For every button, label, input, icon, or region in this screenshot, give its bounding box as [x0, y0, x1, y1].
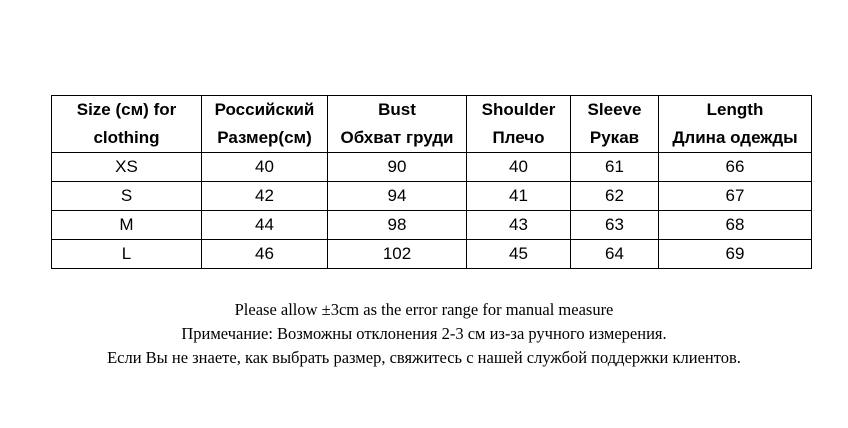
cell-size: XS	[52, 153, 202, 182]
cell-sleeve: 64	[571, 240, 659, 269]
header-sleeve-line2: Рукав	[589, 128, 640, 147]
cell-length: 69	[659, 240, 812, 269]
header-sleeve-line1: Sleeve	[587, 100, 642, 119]
measurement-notes	[0, 298, 848, 370]
cell-russian-size: 44	[202, 211, 328, 240]
cell-sleeve: 62	[571, 182, 659, 211]
cell-size: M	[52, 211, 202, 240]
header-shoulder-line2: Плечо	[492, 128, 545, 147]
cell-bust: 94	[328, 182, 467, 211]
cell-length: 66	[659, 153, 812, 182]
cell-length: 67	[659, 182, 812, 211]
header-length-line2: Длина одежды	[672, 128, 798, 147]
header-russian-size	[202, 96, 328, 153]
cell-size: L	[52, 240, 202, 269]
cell-shoulder: 41	[467, 182, 571, 211]
header-size-line2: clothing	[93, 128, 160, 147]
header-length-line1: Length	[706, 100, 764, 119]
header-length	[659, 96, 812, 153]
cell-russian-size: 40	[202, 153, 328, 182]
header-bust-line1: Bust	[378, 100, 416, 119]
table-row	[52, 240, 812, 269]
size-chart-table	[51, 95, 812, 269]
note-error-range-en: Please allow ±3cm as the error range for manual measure	[234, 300, 614, 319]
table-row	[52, 182, 812, 211]
cell-length: 68	[659, 211, 812, 240]
cell-shoulder: 45	[467, 240, 571, 269]
table-header-row	[52, 96, 812, 153]
cell-shoulder: 43	[467, 211, 571, 240]
header-bust-line2: Обхват груди	[340, 128, 454, 147]
note-contact-support-ru: Если Вы не знаете, как выбрать размер, свяжитесь с нашей службой поддержки клиентов.	[107, 348, 741, 367]
cell-size: S	[52, 182, 202, 211]
header-bust	[328, 96, 467, 153]
cell-bust: 98	[328, 211, 467, 240]
header-shoulder	[467, 96, 571, 153]
note-error-range-ru: Примечание: Возможны отклонения 2-3 см из-за ручного измерения.	[181, 324, 667, 343]
cell-shoulder: 40	[467, 153, 571, 182]
header-size-line1: Size (см) for	[76, 100, 177, 119]
header-russian-size-line2: Размер(см)	[217, 128, 312, 147]
cell-russian-size: 42	[202, 182, 328, 211]
header-size	[52, 96, 202, 153]
table-row	[52, 153, 812, 182]
cell-bust: 90	[328, 153, 467, 182]
table-row	[52, 211, 812, 240]
header-shoulder-line1: Shoulder	[481, 100, 556, 119]
cell-sleeve: 61	[571, 153, 659, 182]
header-russian-size-line1: Российский	[214, 100, 315, 119]
cell-bust: 102	[328, 240, 467, 269]
header-sleeve	[571, 96, 659, 153]
cell-sleeve: 63	[571, 211, 659, 240]
cell-russian-size: 46	[202, 240, 328, 269]
